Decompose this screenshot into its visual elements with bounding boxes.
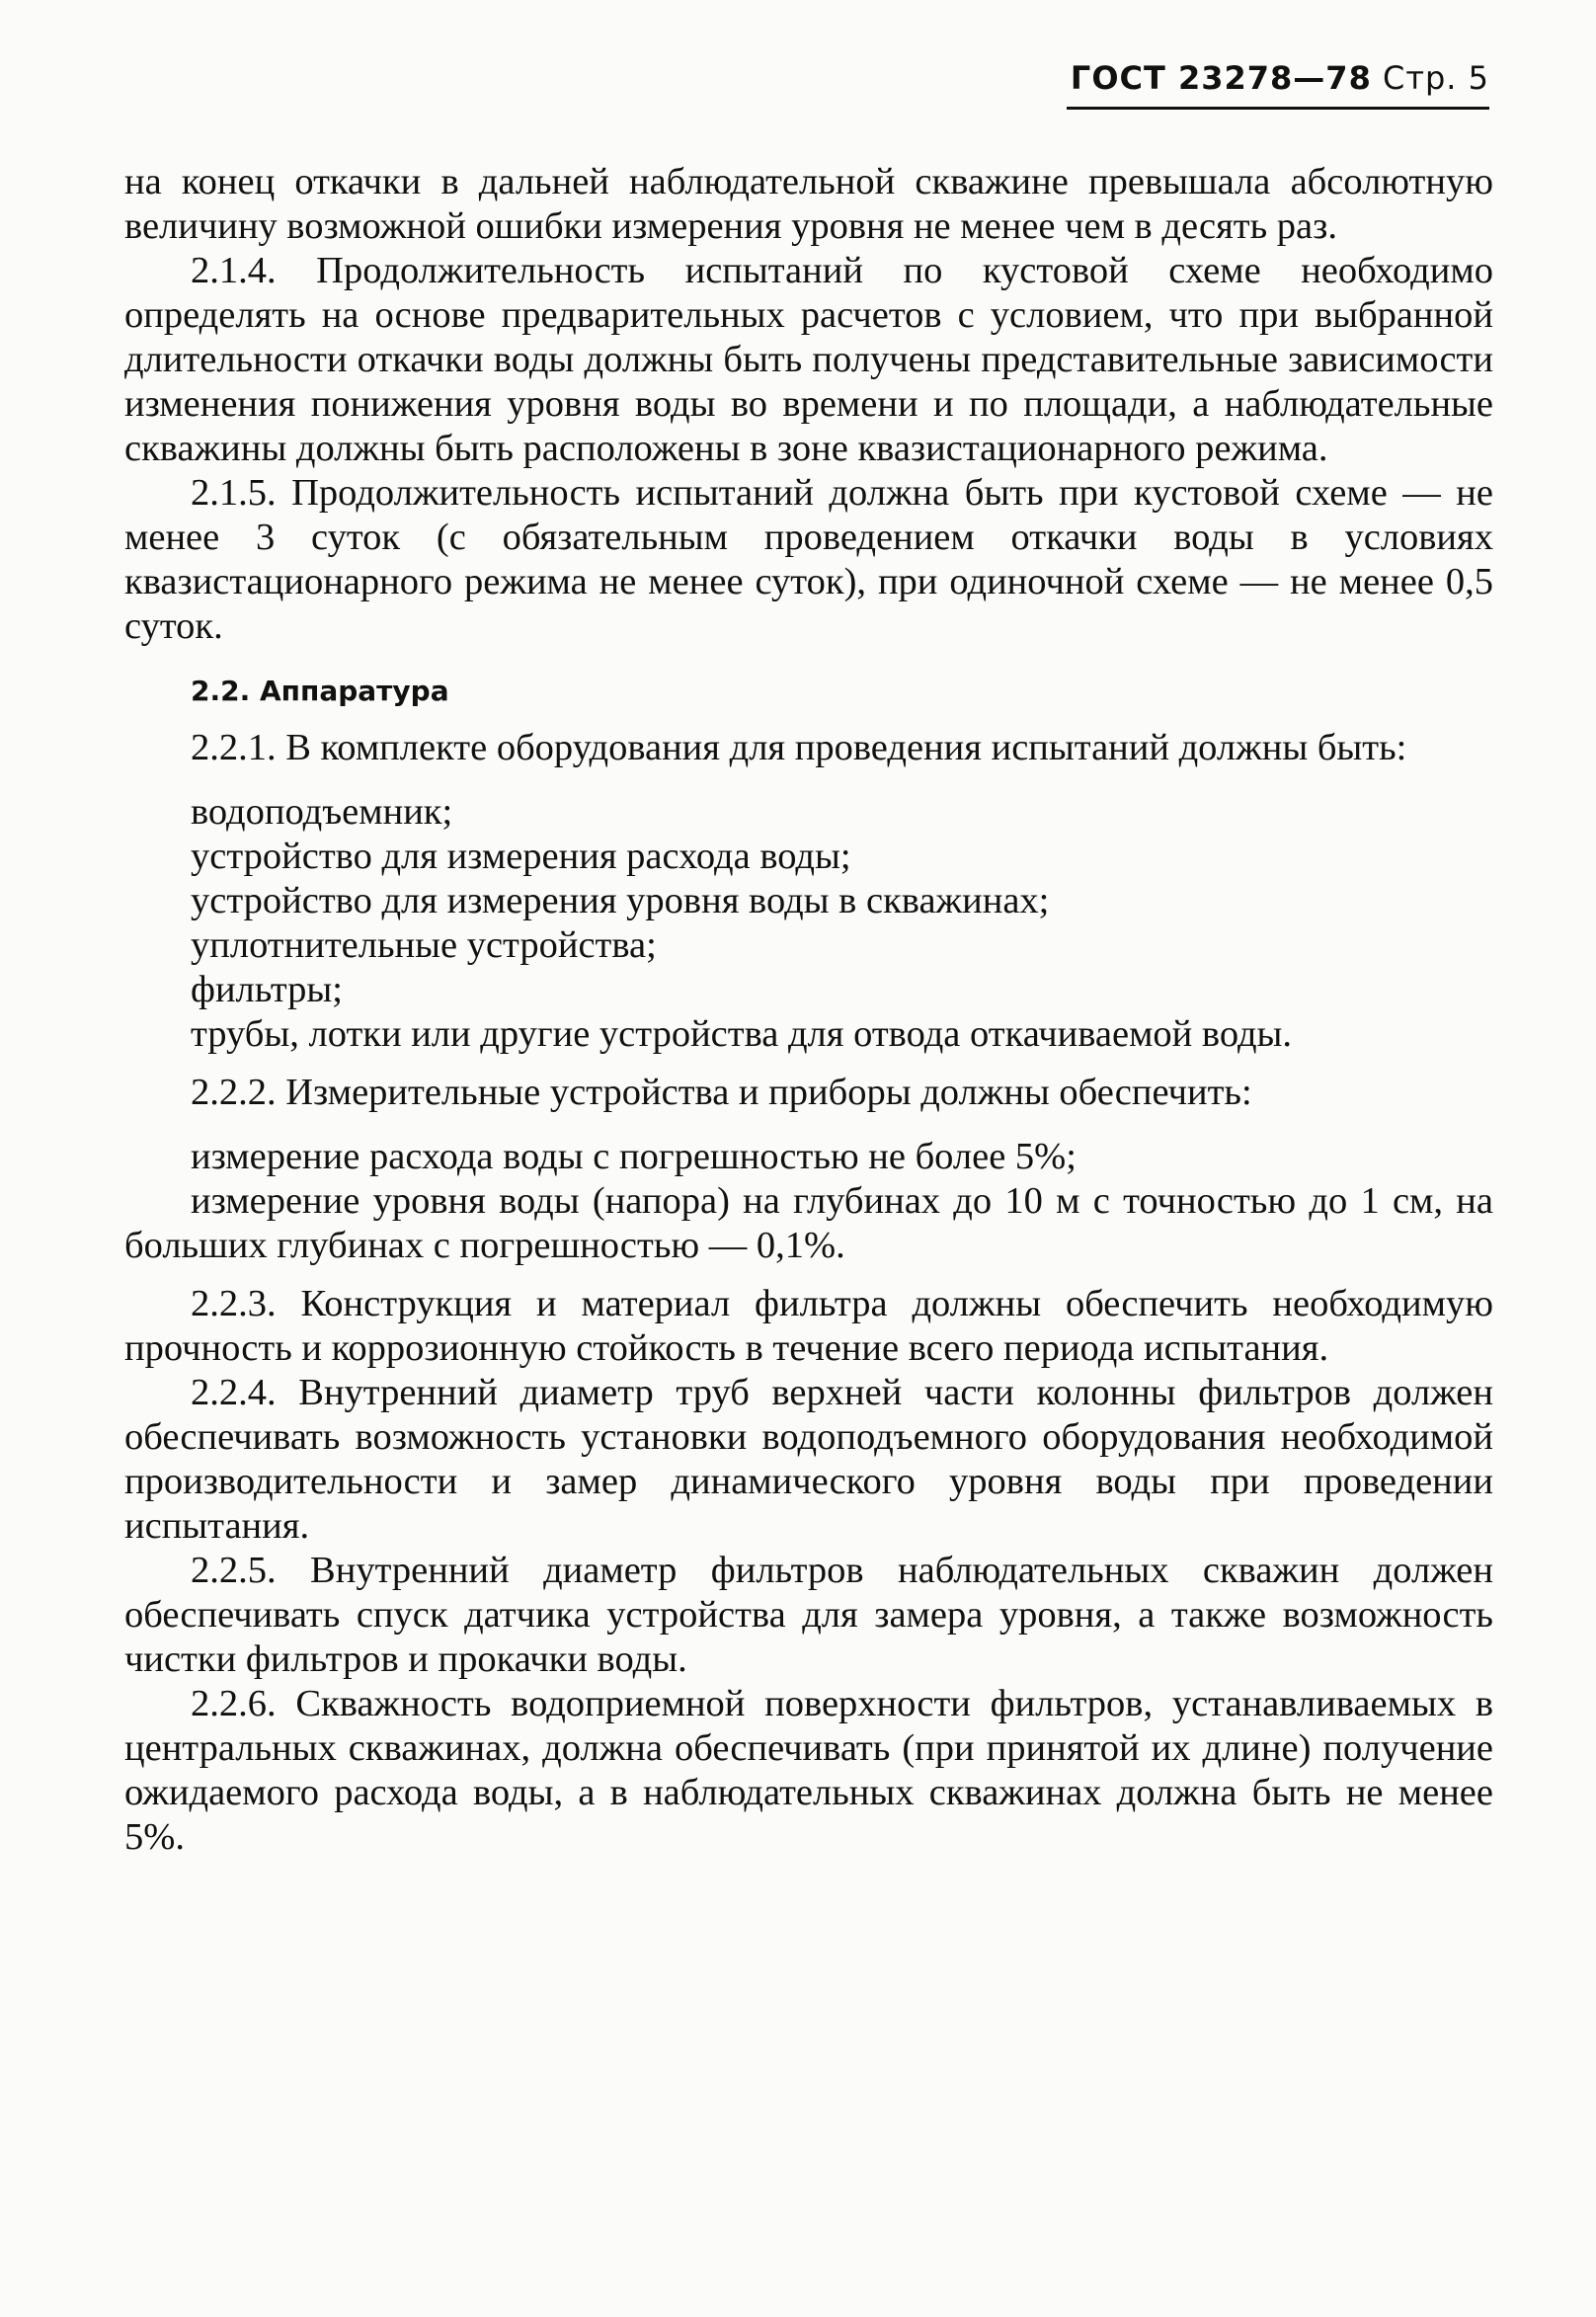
document-body [124,160,1493,1860]
paragraph-2-2-6: 2.2.6. Скважность водоприемной поверхности фильтров, устанавливаемых в центральных скважинах, должна обеспечивать (при принятой их длине) получение ожидаемого расхода воды, а в наблюдательных скважинах должна быть не менее 5%. [124,1683,1493,1858]
paragraph-2-2-5: 2.2.5. Внутренний диаметр фильтров наблюдательных скважин должен обеспечивать спуск датчика устройства для замера уровня, а также возможность чистки фильтров и прокачки воды. [124,1550,1493,1680]
list-item: устройство для измерения уровня воды в скважинах; [191,880,1050,921]
page-header [1067,59,1489,110]
equipment-list [124,790,1493,1057]
list-item: измерение уровня воды (напора) на глубинах до 10 м с точностью до 1 см, на больших глубинах с погрешностью — 0,1%. [124,1180,1493,1266]
paragraph-2-1-4: 2.1.4. Продолжительность испытаний по кустовой схеме необходимо определять на основе предварительных расчетов с условием, что при выбранной длительности откачки воды должны быть получены представительные зависимости изменения понижения уровня воды во времени и по площади, а наблюдательные скважины должны быть расположены в зоне квазистационарного режима. [124,250,1493,469]
paragraph-2-2-2: 2.2.2. Измерительные устройства и приборы должны обеспечить: [191,1072,1252,1113]
list-item: фильтры; [191,969,343,1010]
paragraph-2-1-5: 2.1.5. Продолжительность испытаний должна быть при кустовой схеме — не менее 3 суток (с обязательным проведением откачки воды в условиях квазистационарного режима не менее суток), при одиночной схеме — не менее 0,5 суток. [124,472,1493,647]
standard-number: ГОСТ 23278—78 [1070,59,1372,97]
paragraph-continuation: на конец откачки в дальней наблюдательной скважине превышала абсолютную величину возможной ошибки измерения уровня не менее чем в десять раз. [124,161,1493,247]
list-item: устройство для измерения расхода воды; [191,836,851,877]
paragraph-2-2-3: 2.2.3. Конструкция и материал фильтра должны обеспечить необходимую прочность и коррозионную стойкость в течение всего периода испытания. [124,1283,1493,1369]
paragraph-2-2-4: 2.2.4. Внутренний диаметр труб верхней части колонны фильтров должен обеспечивать возможность установки водоподъемного оборудования необходимой производительности и замер динамического уровня воды при проведении испытания. [124,1372,1493,1547]
paragraph-2-2-1: 2.2.1. В комплекте оборудования для проведения испытаний должны быть: [191,727,1407,768]
list-item: трубы, лотки или другие устройства для отвода откачиваемой воды. [191,1013,1293,1055]
measurement-requirements-list [124,1135,1493,1268]
section-heading-2-2: 2.2. Аппаратура [191,675,449,707]
list-item: измерение расхода воды с погрешностью не более 5%; [191,1136,1077,1177]
list-item: водоподъемник; [191,791,453,833]
list-item: уплотнительные устройства; [191,924,657,966]
page-number: Стр. 5 [1383,59,1489,97]
